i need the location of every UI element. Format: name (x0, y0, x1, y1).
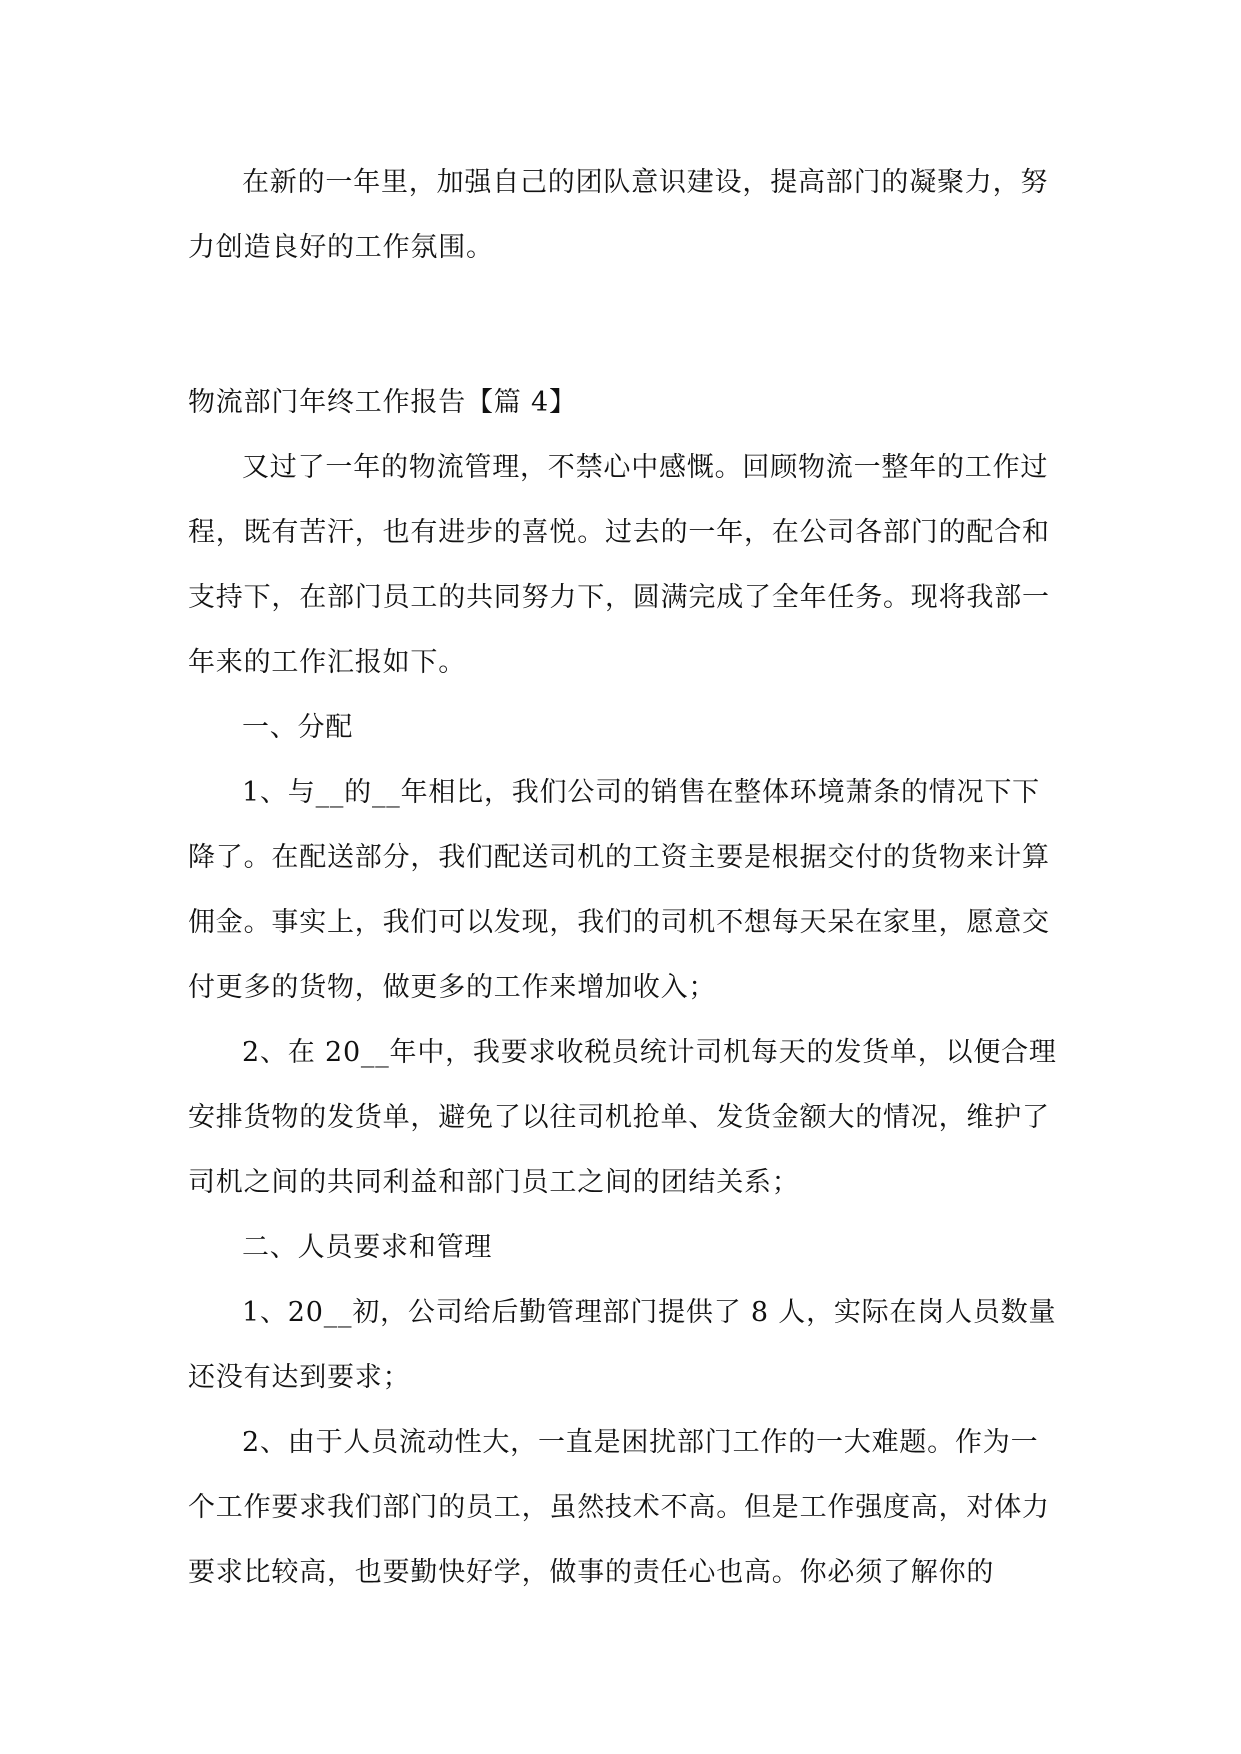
paragraph-staff-2: 2、由于人员流动性大，一直是困扰部门工作的一大难题。作为一个工作要求我们部门的员工，虽然技术不高。但是工作强度高，对体力要求比较高，也要勤快好学，做事的责任心也高。你必须了解你的 (188, 1427, 1050, 1588)
intro-paragraph: 在新的一年里，加强自己的团队意识建设，提高部门的凝聚力，努力创造良好的工作氛围。 (188, 167, 1049, 263)
heading-staff-management: 二、人员要求和管理 (242, 1232, 493, 1263)
section-spacer (188, 280, 1058, 370)
paragraph-distribution-1: 1、与__的__年相比，我们公司的销售在整体环境萧条的情况下下降了。在配送部分，我们配送司机的工资主要是根据交付的货物来计算佣金。事实上，我们可以发现，我们的司机不想每天呆在家里，愿意交付更多的货物，做更多的工作来增加收入； (188, 777, 1050, 1003)
paragraph-overview: 又过了一年的物流管理，不禁心中感慨。回顾物流一整年的工作过程，既有苦汗，也有进步的喜悦。过去的一年，在公司各部门的配合和支持下，在部门员工的共同努力下，圆满完成了全年任务。现将我部一年来的工作汇报如下。 (188, 452, 1050, 678)
section-title: 物流部门年终工作报告【篇 4】 (188, 387, 577, 418)
heading-distribution: 一、分配 (242, 712, 354, 743)
paragraph-distribution-2: 2、在 20__年中，我要求收税员统计司机每天的发货单，以便合理安排货物的发货单，避免了以往司机抢单、发货金额大的情况，维护了司机之间的共同利益和部门员工之间的团结关系； (188, 1037, 1057, 1198)
paragraph-staff-1: 1、20__初，公司给后勤管理部门提供了 8 人，实际在岗人员数量还没有达到要求； (188, 1297, 1057, 1393)
document-body (188, 150, 1058, 1605)
